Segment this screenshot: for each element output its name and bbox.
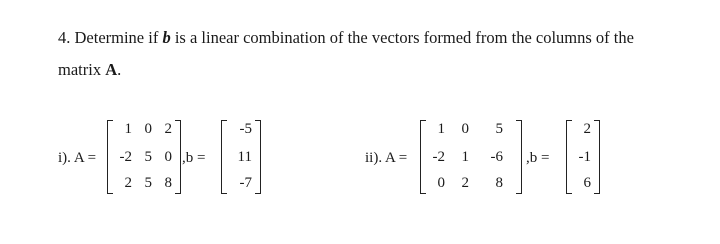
problem-line-1 [58,22,698,54]
part-ii-vector-b [566,120,600,194]
matrix-cell: 8 [495,175,503,191]
matrix-cell: 0 [461,121,469,137]
matrix-cell: 1 [461,149,469,165]
matrix-cell: 5 [144,175,152,191]
vector-cell: -1 [578,149,591,165]
matrix-cell: 1 [437,121,445,137]
matrix-cell: 2 [164,121,172,137]
vector-cell: -5 [239,121,252,137]
matrix-cell: 8 [164,175,172,191]
problem-line-2 [58,54,698,86]
matrix-cell: 5 [144,149,152,165]
vector-cell: 2 [583,121,591,137]
matrix-cell: 5 [495,121,503,137]
matrix-cell: 2 [124,175,132,191]
vector-cell: 6 [583,175,591,191]
a-variable: A [105,60,118,79]
part-i-vector-b [221,120,261,194]
part-i-matrix-a [107,120,181,194]
matrix-cell: -6 [490,149,503,165]
matrix-cell: 0 [144,121,152,137]
part-ii-label: ii). A = [365,150,408,166]
matrix-cell: -2 [119,149,132,165]
vector-cell: 11 [237,149,252,165]
problem-intro: 4. Determine if [58,28,159,47]
part-i-sep: ,b = [182,150,206,166]
matrix-cell: 0 [164,149,172,165]
part-i-label: i). A = [58,150,97,166]
problem-statement [58,22,698,86]
vector-cell: -7 [239,175,252,191]
matrix-cell: 1 [124,121,132,137]
matrix-cell: 2 [461,175,469,191]
part-ii-matrix-a [420,120,522,194]
part-ii-sep: ,b = [526,150,550,166]
b-variable: b [162,28,171,47]
matrix-cell: 0 [437,175,445,191]
problem-intro-rest: is a linear combination of the vectors formed from the columns of the [174,28,634,47]
problem-period: . [117,60,122,79]
problem-matrix-word: matrix [58,60,102,79]
matrix-cell: -2 [432,149,445,165]
